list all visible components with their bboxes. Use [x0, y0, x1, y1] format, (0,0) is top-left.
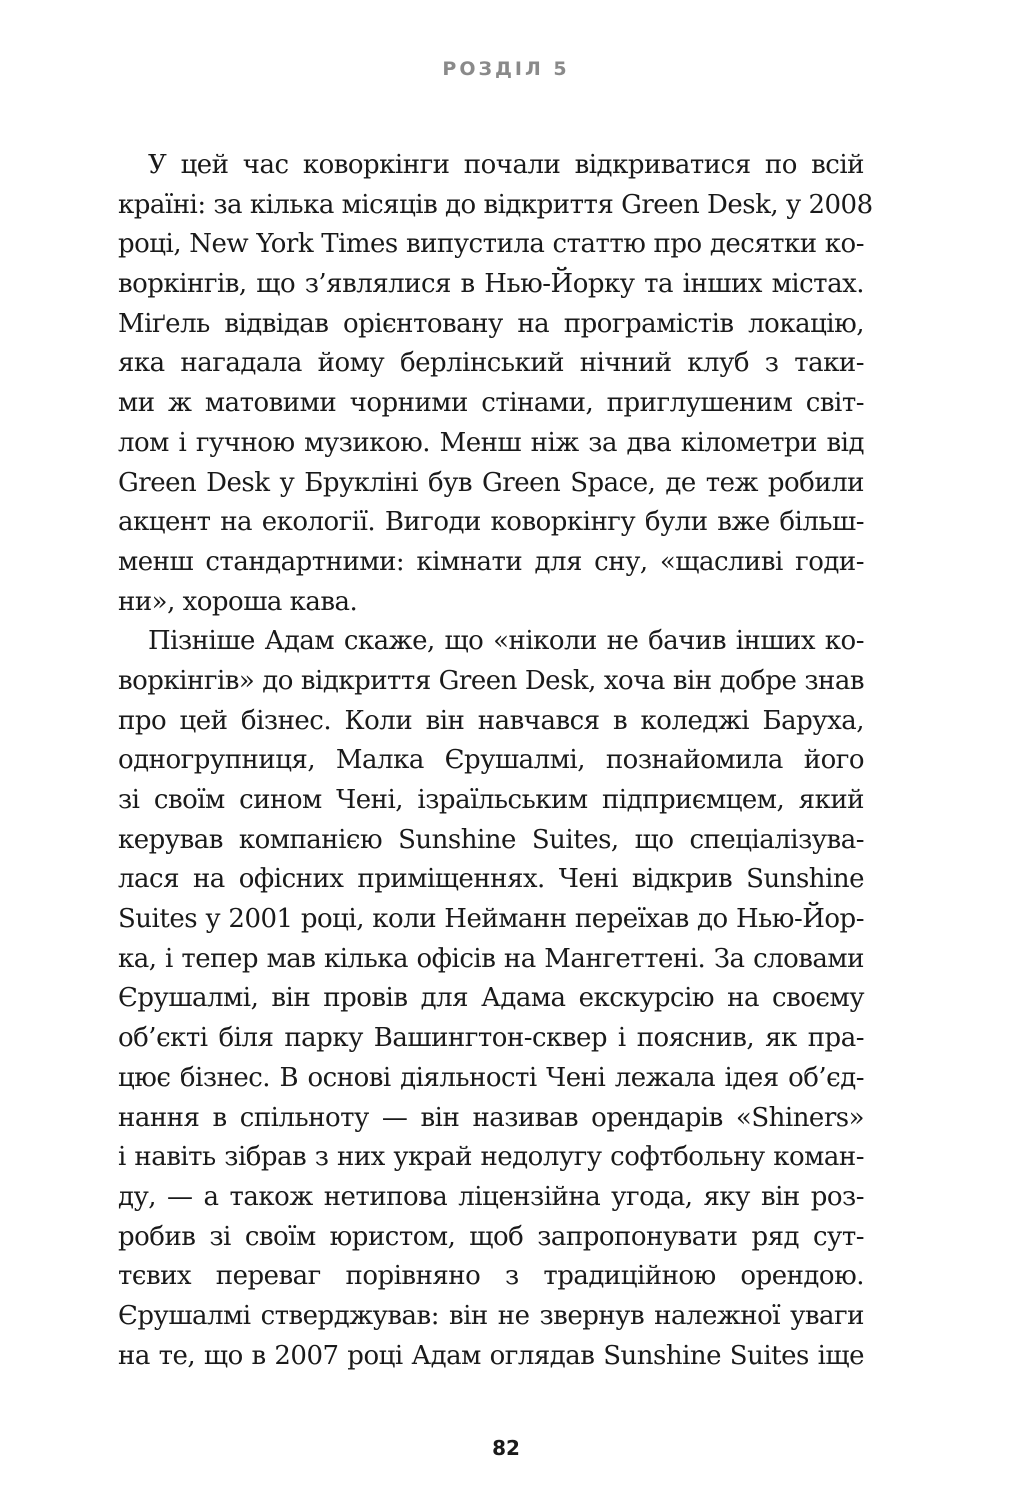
text-line: Єрушалмі стверджував: він не звернув належної уваги — [118, 1300, 864, 1331]
text-line: ду, — а також нетипова ліцензійна угода, яку він роз- — [118, 1181, 864, 1212]
body-text — [118, 146, 873, 1376]
text-line: Міґель відвідав орієнтовану на програмістів локацію, — [118, 308, 864, 339]
text-line: тєвих переваг порівняно з традиційною орендою. — [118, 1261, 864, 1292]
text-line: воркінгів» до відкриття Green Desk, хоча він добре знав — [118, 665, 864, 696]
text-line: ни», хороша кава. — [118, 586, 358, 617]
text-line: об’єкті біля парку Вашингтон-сквер і пояснив, як пра- — [118, 1023, 864, 1054]
text-line: році, New York Times випустила статтю про десятки ко- — [118, 229, 864, 260]
text-line: лася на офісних приміщеннях. Чені відкрив Sunshine — [118, 864, 864, 895]
text-line: Green Desk у Брукліні був Green Space, де теж робили — [118, 467, 864, 498]
text-line: акцент на екології. Вигоди коворкінгу були вже більш- — [118, 507, 864, 538]
text-line: Suites у 2001 році, коли Нейманн переїхав до Нью-Йор- — [118, 904, 864, 935]
text-line: одногрупниця, Малка Єрушалмі, познайомила його — [118, 745, 864, 776]
text-line: Пізніше Адам скаже, що «ніколи не бачив інших ко- — [148, 626, 864, 657]
text-line: ка, і тепер мав кілька офісів на Мангеттені. За словами — [118, 943, 864, 974]
text-line: нання в спільноту — він називав орендарів «Shiners» — [118, 1102, 864, 1133]
text-line: воркінгів, що з’являлися в Нью-Йорку та інших містах. — [118, 269, 864, 300]
text-line: яка нагадала йому берлінський нічний клуб з таки- — [118, 348, 864, 379]
text-line: Єрушалмі, він провів для Адама екскурсію на своєму — [118, 983, 864, 1014]
text-line: і навіть зібрав з них украй недолугу софтбольну коман- — [118, 1142, 864, 1173]
text-line: керував компанією Sunshine Suites, що спеціалізува- — [118, 824, 864, 855]
text-line: країні: за кілька місяців до відкриття Green Desk, у 2008 — [118, 189, 873, 220]
text-line: менш стандартними: кімнати для сну, «щасливі годи- — [118, 546, 864, 577]
text-line: цює бізнес. В основі діяльності Чені лежала ідея об’єд- — [118, 1062, 864, 1093]
text-line: ми ж матовими чорними стінами, приглушеним світ- — [118, 388, 864, 419]
running-head: РОЗДІЛ 5 — [442, 58, 570, 80]
text-line: на те, що в 2007 році Адам оглядав Sunshine Suites іще — [118, 1340, 864, 1371]
text-line: зі своїм сином Чені, ізраїльським підприємцем, який — [118, 785, 864, 815]
text-line: робив зі своїм юристом, щоб запропонувати ряд сут- — [118, 1221, 864, 1252]
text-line: про цей бізнес. Коли він навчався в коледжі Баруха, — [118, 705, 864, 736]
text-line: лом і гучною музикою. Менш ніж за два кілометри від — [118, 427, 864, 458]
text-line: У цей час коворкінги почали відкриватися по всій — [148, 150, 864, 180]
page-number: 82 — [492, 1436, 520, 1460]
